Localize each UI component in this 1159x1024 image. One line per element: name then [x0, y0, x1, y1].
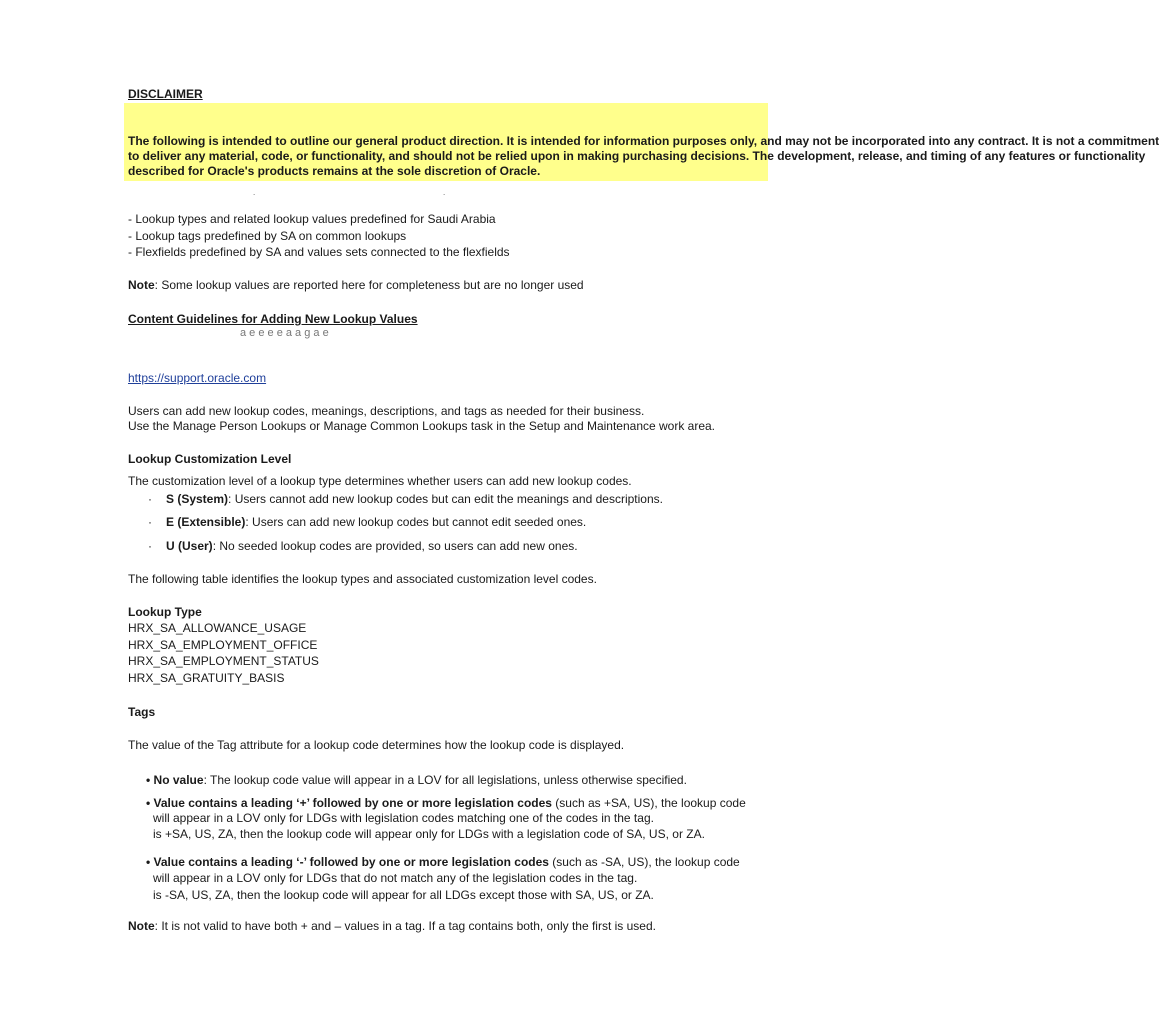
level-label: E (Extensible) [166, 515, 246, 529]
lookup-type-item: HRX_SA_GRATUITY_BASIS [128, 671, 285, 685]
lookup-type-item: HRX_SA_ALLOWANCE_USAGE [128, 621, 307, 635]
intro-item: - Lookup types and related lookup values predefined for Saudi Arabia [128, 212, 496, 226]
tag-rule-text: : The lookup code value will appear in a LOV for all legislations, unless otherwise specified. [203, 773, 687, 787]
note-completeness [128, 278, 594, 293]
level-label: S (System) [166, 492, 229, 506]
note-text: : Some lookup values are reported here for completeness but are no longer used [154, 278, 584, 292]
note-label: Note [128, 919, 155, 933]
bullet-mark: · [148, 515, 152, 529]
tag-rule-text: will appear in a LOV only for LDGs with legislation codes matching one of the codes in the tag. [153, 811, 654, 825]
tag-rule-label: • Value contains a leading ‘+’ followed by one or more legislation codes [146, 796, 552, 810]
tags-intro: The value of the Tag attribute for a lookup code determines how the lookup code is displayed. [128, 738, 625, 752]
customization-heading: Lookup Customization Level [128, 452, 292, 466]
tag-rule-text: is +SA, US, ZA, then the lookup code will appear only for LDGs with a legislation code of SA, US, or ZA. [153, 827, 705, 841]
support-link[interactable]: https://support.oracle.com [128, 371, 267, 385]
intro-item: - Flexfields predefined by SA and values sets connected to the flexfields [128, 245, 510, 259]
stray-dot: . [253, 188, 256, 197]
stray-dot: . [443, 188, 446, 197]
disclaimer-heading: DISCLAIMER [128, 87, 203, 101]
tag-rule-plus-cont [146, 811, 654, 826]
tag-rule-text: will appear in a LOV only for LDGs that do not match any of the legislation codes in the tag. [153, 871, 638, 885]
tag-rule-label: • No value [146, 773, 204, 787]
disclaimer-line-2: to deliver any material, code, or functionality, and should not be relied upon in making purchasing decisions. The development, release, and timing of any features or functionality [128, 149, 1146, 163]
ghost-text-residue: a e e e e a a g a e [240, 327, 329, 339]
level-label: U (User) [166, 539, 213, 553]
support-link-line [128, 371, 594, 386]
lookup-type-item: HRX_SA_EMPLOYMENT_STATUS [128, 654, 319, 668]
customization-level-user [148, 539, 594, 554]
customization-level-extensible [148, 515, 594, 530]
tag-rule-label: • Value contains a leading ‘-’ followed by one or more legislation codes [146, 855, 549, 869]
level-text: : Users cannot add new lookup codes but can edit the meanings and descriptions. [228, 492, 663, 506]
content-guidelines-heading: Content Guidelines for Adding New Lookup Values [128, 312, 418, 326]
tag-rule-minus-cont [146, 871, 638, 886]
intro-item: - Lookup tags predefined by SA on common lookups [128, 229, 407, 243]
users-paragraph-line-2: Use the Manage Person Lookups or Manage Common Lookups task in the Setup and Maintenance work area. [128, 419, 716, 433]
customization-level-system [148, 492, 663, 507]
tag-rule-text: (such as -SA, US), the lookup code [548, 855, 740, 869]
lookup-type-heading: Lookup Type [128, 605, 202, 619]
tag-rule-text: is -SA, US, ZA, then the lookup code will appear for all LDGs except those with SA, US, or ZA. [153, 888, 654, 902]
customization-intro: The customization level of a lookup type determines whether users can add new lookup codes. [128, 474, 632, 488]
note-tags [128, 919, 656, 934]
disclaimer-line-3: described for Oracle's products remains at the sole discretion of Oracle. [128, 164, 541, 178]
lookup-type-item: HRX_SA_EMPLOYMENT_OFFICE [128, 638, 318, 652]
users-paragraph-line-1: Users can add new lookup codes, meanings, descriptions, and tags as needed for their business. [128, 404, 645, 418]
tag-rule-no-value [146, 773, 687, 788]
disclaimer-line-1: The following is intended to outline our general product direction. It is intended for information purposes only, and may not be incorporated into any contract. It is not a commitment [128, 134, 1159, 148]
tag-rule-minus [146, 855, 740, 870]
tag-rule-text: (such as +SA, US), the lookup code [551, 796, 746, 810]
bullet-mark: · [148, 539, 152, 553]
table-intro: The following table identifies the lookup types and associated customization level codes. [128, 572, 597, 586]
tags-heading: Tags [128, 705, 156, 719]
level-text: : No seeded lookup codes are provided, so users can add new ones. [212, 539, 578, 553]
level-text: : Users can add new lookup codes but cannot edit seeded ones. [245, 515, 587, 529]
tag-rule-plus-cont [146, 827, 705, 842]
tag-rule-plus [146, 796, 746, 811]
tag-rule-minus-cont [146, 888, 654, 903]
note-label: Note [128, 278, 155, 292]
bullet-mark: · [148, 492, 152, 506]
note-text: : It is not valid to have both + and – values in a tag. If a tag contains both, only the first is used. [154, 919, 656, 933]
